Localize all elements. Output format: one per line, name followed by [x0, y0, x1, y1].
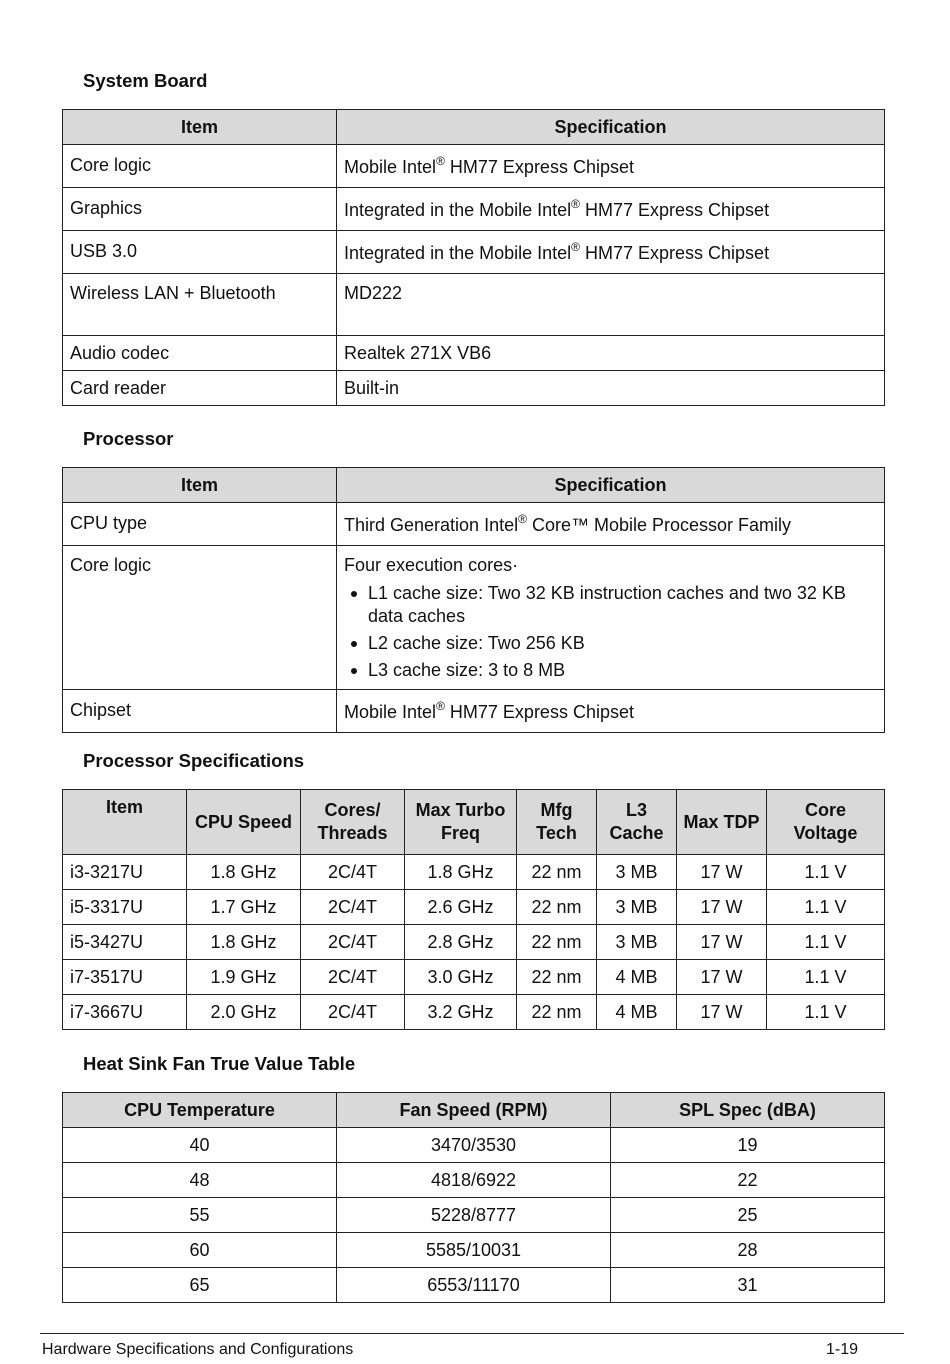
table-row [63, 503, 885, 546]
column-header: CPU Speed [187, 790, 301, 855]
table-cell: 3 MB [597, 890, 677, 925]
table-cell: i3-3217U [63, 855, 187, 890]
spec-cell: Third Generation Intel® Core™ Mobile Processor Family [337, 503, 885, 546]
table-row [63, 1268, 885, 1303]
table-cell: 1.1 V [767, 995, 885, 1030]
table-cell: 25 [611, 1198, 885, 1233]
item-cell: Card reader [63, 371, 337, 406]
table-cell: 2.6 GHz [405, 890, 517, 925]
table-row [63, 1198, 885, 1233]
column-header: SPL Spec (dBA) [611, 1093, 885, 1128]
item-cell: Audio codec [63, 336, 337, 371]
item-cell: Core logic [63, 546, 337, 690]
spec-cell: MD222 [337, 274, 885, 336]
item-cell: Wireless LAN + Bluetooth [63, 274, 337, 336]
table-cell: 22 nm [517, 925, 597, 960]
table-cell: 2.8 GHz [405, 925, 517, 960]
spec-cell [337, 546, 885, 690]
table-cell: 28 [611, 1233, 885, 1268]
table-cell: 2C/4T [301, 995, 405, 1030]
table-row [63, 855, 885, 890]
column-header: Specification [337, 468, 885, 503]
table-cell: 6553/11170 [337, 1268, 611, 1303]
table-cell: 1.8 GHz [187, 855, 301, 890]
table-row [63, 995, 885, 1030]
table-row [63, 231, 885, 274]
table-cell: 3 MB [597, 925, 677, 960]
spec-cell: Integrated in the Mobile Intel® HM77 Express Chipset [337, 188, 885, 231]
table-row [63, 371, 885, 406]
column-header: Item [63, 790, 187, 855]
table-cell: 3 MB [597, 855, 677, 890]
table-cell: 3.2 GHz [405, 995, 517, 1030]
table-cell: 4 MB [597, 960, 677, 995]
table-cell: 22 nm [517, 855, 597, 890]
table-row [63, 925, 885, 960]
table-cell: i7-3517U [63, 960, 187, 995]
table-cell: 17 W [677, 855, 767, 890]
table-cell: 1.1 V [767, 960, 885, 995]
column-header: L3 Cache [597, 790, 677, 855]
table-cell: 1.1 V [767, 890, 885, 925]
table-row [63, 274, 885, 336]
spec-cell: Built-in [337, 371, 885, 406]
table-row [63, 188, 885, 231]
column-header: CPU Temperature [63, 1093, 337, 1128]
column-header: Max TDP [677, 790, 767, 855]
table-cell: 1.1 V [767, 855, 885, 890]
table-cell: 4818/6922 [337, 1163, 611, 1198]
table-header-row [63, 1093, 885, 1128]
item-cell: Graphics [63, 188, 337, 231]
table-cell: i5-3427U [63, 925, 187, 960]
table-row [63, 336, 885, 371]
item-cell: Chipset [63, 690, 337, 733]
table-cell: 65 [63, 1268, 337, 1303]
table-cell: 4 MB [597, 995, 677, 1030]
table-cell: 1.7 GHz [187, 890, 301, 925]
footer-divider [40, 1333, 904, 1334]
table-cell: 2C/4T [301, 855, 405, 890]
table-cell: 48 [63, 1163, 337, 1198]
column-header: Specification [337, 110, 885, 145]
core-logic-intro: Four execution cores· [344, 555, 519, 575]
item-cell: CPU type [63, 503, 337, 546]
column-header: Item [63, 468, 337, 503]
table-cell: 17 W [677, 995, 767, 1030]
table-cell: i5-3317U [63, 890, 187, 925]
table-cell: 2C/4T [301, 960, 405, 995]
table-row [63, 890, 885, 925]
table-row [63, 960, 885, 995]
table-cell: 2.0 GHz [187, 995, 301, 1030]
table-cell: 1.8 GHz [187, 925, 301, 960]
spec-cell: Integrated in the Mobile Intel® HM77 Express Chipset [337, 231, 885, 274]
table-cell: 5585/10031 [337, 1233, 611, 1268]
table-cell: 19 [611, 1128, 885, 1163]
table-row [63, 690, 885, 733]
table-cell: 3.0 GHz [405, 960, 517, 995]
table-cell: 5228/8777 [337, 1198, 611, 1233]
column-header: Item [63, 110, 337, 145]
table-row [63, 1233, 885, 1268]
table-cell: 60 [63, 1233, 337, 1268]
spec-cell: Mobile Intel® HM77 Express Chipset [337, 690, 885, 733]
table-row [63, 145, 885, 188]
list-item: L1 cache size: Two 32 KB instruction caches and two 32 KB data caches [344, 582, 877, 628]
item-cell: USB 3.0 [63, 231, 337, 274]
table-cell: 17 W [677, 890, 767, 925]
processor-table [62, 467, 885, 733]
item-cell: Core logic [63, 145, 337, 188]
list-item: L2 cache size: Two 256 KB [344, 632, 877, 655]
table-row [63, 546, 885, 690]
table-header-row [63, 110, 885, 145]
footer-section-title: Hardware Specifications and Configurations [42, 1341, 354, 1358]
table-row [63, 1128, 885, 1163]
table-cell: 22 nm [517, 890, 597, 925]
list-item: L3 cache size: 3 to 8 MB [344, 659, 877, 682]
table-cell: 55 [63, 1198, 337, 1233]
processor-specs-heading: Processor Specifications [83, 750, 305, 771]
table-cell: 31 [611, 1268, 885, 1303]
table-cell: i7-3667U [63, 995, 187, 1030]
page-number: 1-19 [826, 1341, 859, 1358]
spec-cell: Realtek 271X VB6 [337, 336, 885, 371]
table-cell: 1.8 GHz [405, 855, 517, 890]
fan-table [62, 1092, 885, 1303]
table-row [63, 1163, 885, 1198]
column-header: Cores/ Threads [301, 790, 405, 855]
table-cell: 2C/4T [301, 890, 405, 925]
table-cell: 3470/3530 [337, 1128, 611, 1163]
table-cell: 17 W [677, 960, 767, 995]
spec-cell: Mobile Intel® HM77 Express Chipset [337, 145, 885, 188]
cache-list [344, 582, 877, 682]
system-board-table [62, 109, 885, 406]
table-header-row [63, 468, 885, 503]
system-board-heading: System Board [83, 70, 208, 91]
table-cell: 22 nm [517, 995, 597, 1030]
column-header: Fan Speed (RPM) [337, 1093, 611, 1128]
table-header-row [63, 790, 885, 855]
table-cell: 1.1 V [767, 925, 885, 960]
column-header: Core Voltage [767, 790, 885, 855]
fan-table-heading: Heat Sink Fan True Value Table [83, 1053, 356, 1074]
table-cell: 2C/4T [301, 925, 405, 960]
column-header: Mfg Tech [517, 790, 597, 855]
table-cell: 17 W [677, 925, 767, 960]
processor-heading: Processor [83, 428, 174, 449]
column-header: Max Turbo Freq [405, 790, 517, 855]
table-cell: 22 nm [517, 960, 597, 995]
table-cell: 40 [63, 1128, 337, 1163]
table-cell: 22 [611, 1163, 885, 1198]
processor-specs-table [62, 789, 885, 1030]
table-cell: 1.9 GHz [187, 960, 301, 995]
